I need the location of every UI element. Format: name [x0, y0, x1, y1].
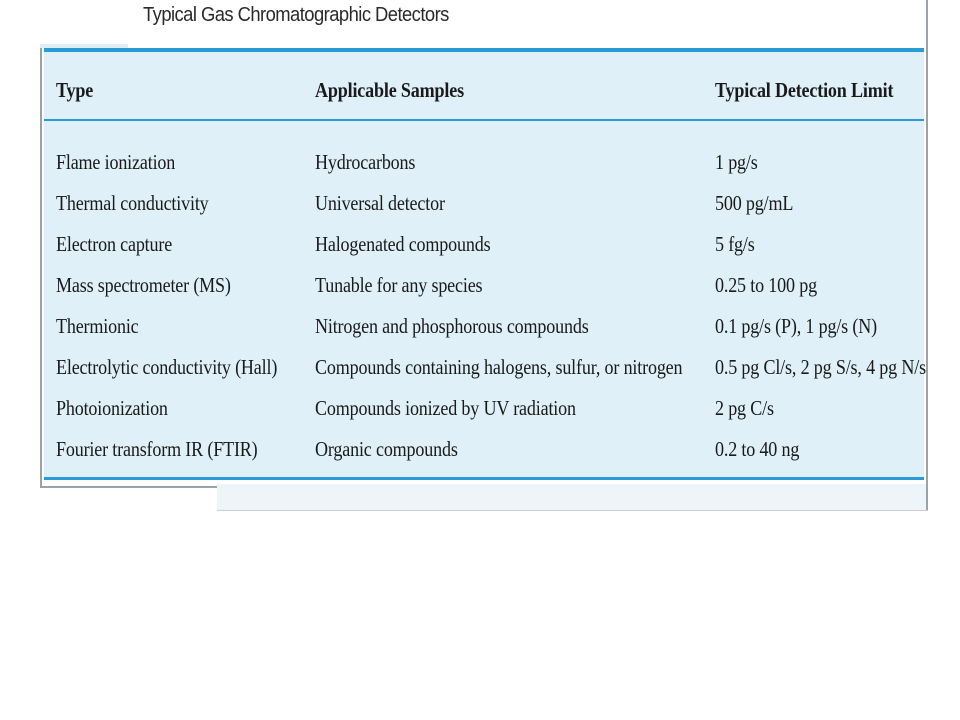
table-row-samples: Universal detector [315, 191, 445, 215]
table-row-limit: 1 pg/s [715, 150, 758, 174]
panel-left-bottom-border [40, 486, 217, 488]
table-row-limit: 500 pg/mL [715, 191, 794, 215]
table-row-samples: Tunable for any species [315, 273, 483, 297]
header-applicable-samples: Applicable Samples [315, 78, 464, 102]
table-row-samples: Organic compounds [315, 437, 458, 461]
table-row-limit: 5 fg/s [715, 232, 755, 256]
table-row-type: Fourier transform IR (FTIR) [56, 437, 258, 461]
table-row-limit: 0.1 pg/s (P), 1 pg/s (N) [715, 314, 877, 338]
table-row-type: Flame ionization [56, 150, 176, 174]
table-row-type: Photoionization [56, 396, 168, 420]
panel-right-border [926, 0, 928, 511]
table-row-samples: Compounds containing halogens, sulfur, or nitrogen [315, 355, 683, 379]
table-row-type: Electron capture [56, 232, 173, 256]
table-row-limit: 0.5 pg Cl/s, 2 pg S/s, 4 pg N/s [715, 355, 926, 379]
table-row-type: Thermionic [56, 314, 139, 338]
table-row-samples: Hydrocarbons [315, 150, 416, 174]
table-row-limit: 0.2 to 40 ng [715, 437, 800, 461]
panel-left-border [40, 44, 42, 488]
panel-lower-fill [217, 484, 926, 510]
table-row-type: Thermal conductivity [56, 191, 209, 215]
table-row-samples: Compounds ionized by UV radiation [315, 396, 576, 420]
table-row-samples: Nitrogen and phosphorous compounds [315, 314, 589, 338]
page-title: Typical Gas Chromatographic Detectors [143, 4, 449, 26]
header-rule [44, 119, 924, 121]
table-row-limit: 0.25 to 100 pg [715, 273, 817, 297]
header-detection-limit: Typical Detection Limit [715, 78, 894, 102]
table-row-type: Mass spectrometer (MS) [56, 273, 231, 297]
table-row-type: Electrolytic conductivity (Hall) [56, 355, 278, 379]
table-row-limit: 2 pg C/s [715, 396, 774, 420]
panel-bottom-border [217, 510, 928, 511]
table-row-samples: Halogenated compounds [315, 232, 491, 256]
header-type: Type [56, 78, 94, 102]
